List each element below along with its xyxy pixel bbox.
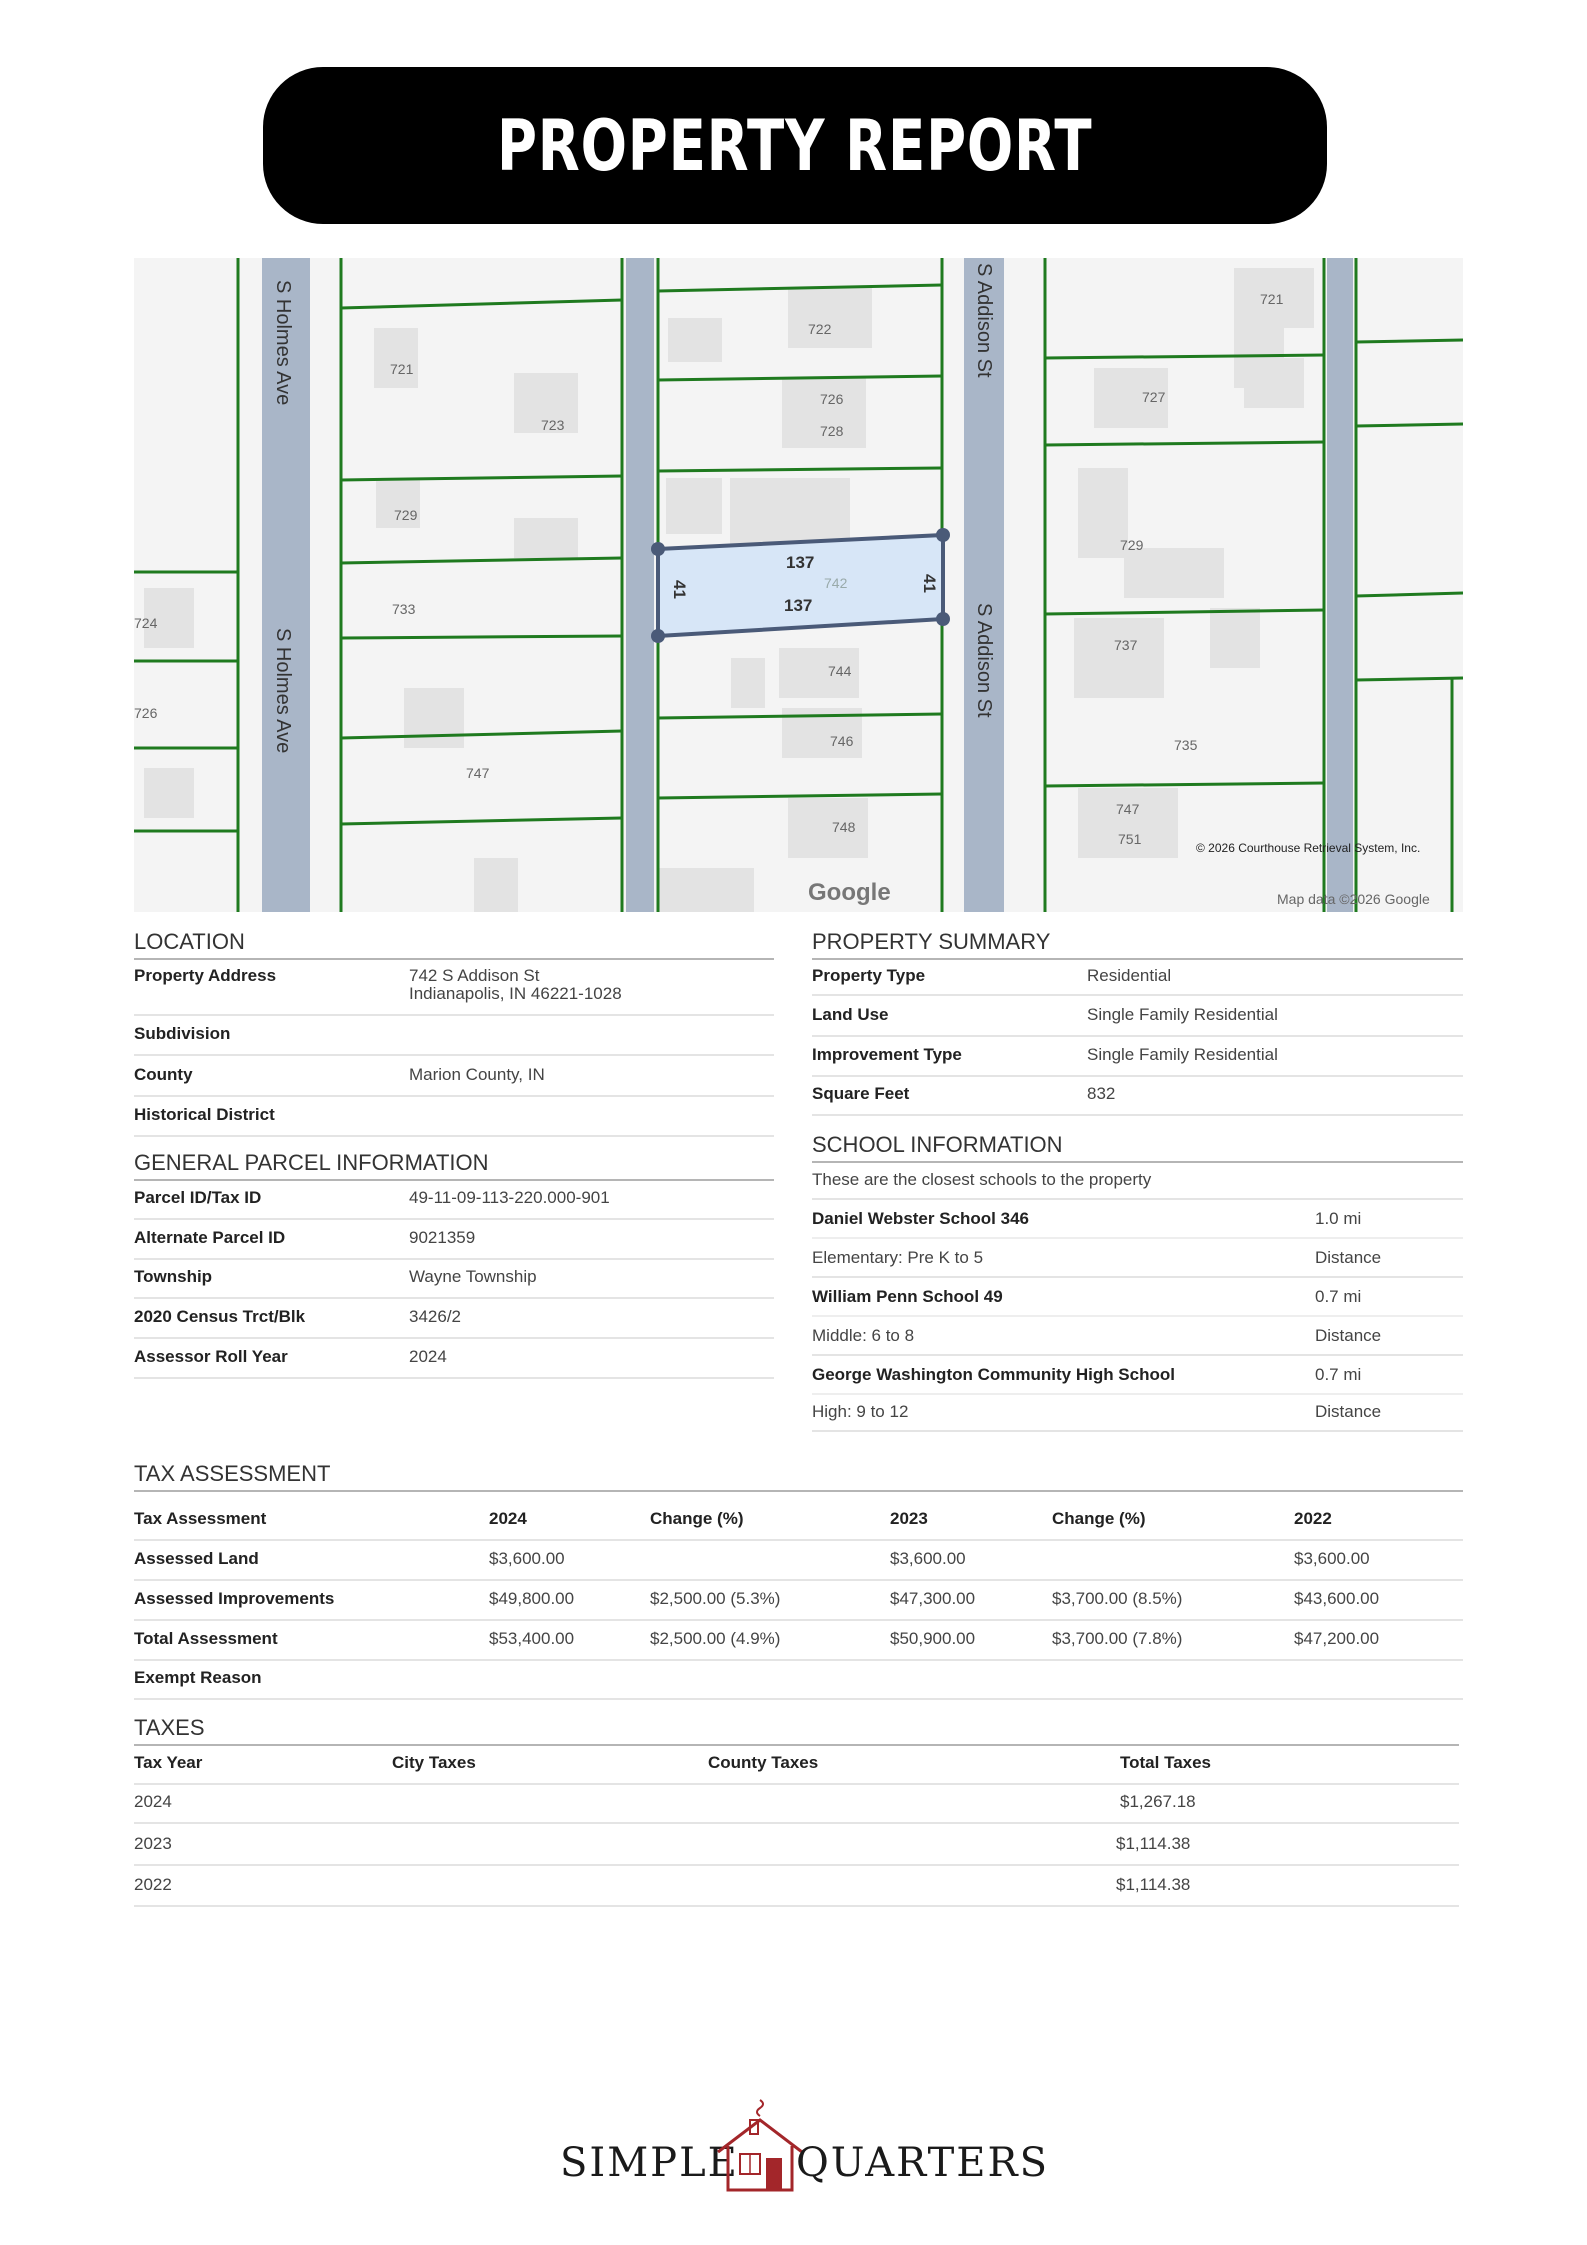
school-level-row bbox=[812, 1248, 1463, 1278]
map-canvas bbox=[134, 258, 1463, 912]
svg-text:728: 728 bbox=[820, 423, 844, 439]
location-row-county bbox=[134, 1065, 774, 1097]
location-row-address bbox=[134, 966, 774, 1016]
field-value: Single Family Residential bbox=[1087, 1045, 1278, 1064]
map-data-credit: Map data ©2026 Google bbox=[1277, 891, 1430, 907]
parcel-title: GENERAL PARCEL INFORMATION bbox=[134, 1150, 774, 1181]
svg-text:742: 742 bbox=[824, 575, 848, 591]
svg-text:721: 721 bbox=[1260, 291, 1284, 307]
school-level-row bbox=[812, 1326, 1463, 1356]
field-label: Square Feet bbox=[812, 1084, 910, 1103]
school-distance: 0.7 mi bbox=[1315, 1287, 1362, 1306]
field-value: 832 bbox=[1087, 1084, 1116, 1103]
svg-text:748: 748 bbox=[832, 819, 856, 835]
field-value: 9021359 bbox=[409, 1228, 476, 1247]
parcel-map[interactable] bbox=[134, 258, 1463, 912]
field-value: Wayne Township bbox=[409, 1267, 537, 1286]
address-line2: Indianapolis, IN 46221-1028 bbox=[409, 984, 622, 1003]
svg-text:721: 721 bbox=[390, 361, 414, 377]
field-value: 2024 bbox=[409, 1347, 447, 1366]
summary-row bbox=[812, 1045, 1463, 1077]
parcel-row bbox=[134, 1307, 774, 1339]
school-name: George Washington Community High School bbox=[812, 1365, 1175, 1384]
field-value: Single Family Residential bbox=[1087, 1005, 1278, 1024]
logo-text-right: QUARTERS bbox=[796, 2140, 1049, 2186]
school-name-row bbox=[812, 1287, 1463, 1317]
svg-text:751: 751 bbox=[1118, 831, 1142, 847]
field-label: Subdivision bbox=[134, 1024, 231, 1043]
report-title: PROPERTY REPORT bbox=[497, 104, 1093, 187]
field-label: Property Address bbox=[134, 966, 277, 985]
tax-assessment-row: Assessed Land $3,600.00 $3,600.00 $3,600.00 bbox=[134, 1549, 1463, 1581]
address-line1: 742 S Addison St bbox=[409, 966, 540, 985]
tax-assessment-title: TAX ASSESSMENT bbox=[134, 1461, 1463, 1492]
street-label-holmes-top: S Holmes Ave bbox=[272, 280, 294, 406]
dimension-left: 41 bbox=[670, 580, 689, 599]
dimension-bottom: 137 bbox=[784, 596, 813, 615]
location-title: LOCATION bbox=[134, 929, 774, 960]
svg-text:729: 729 bbox=[1120, 537, 1144, 553]
taxes-title: TAXES bbox=[134, 1715, 1459, 1746]
summary-row bbox=[812, 1084, 1463, 1116]
field-value: 49-11-09-113-220.000-901 bbox=[409, 1188, 610, 1207]
map-copyright: © 2026 Courthouse Retrieval System, Inc. bbox=[1196, 841, 1421, 855]
svg-text:726: 726 bbox=[820, 391, 844, 407]
parcel-row bbox=[134, 1228, 774, 1260]
distance-label: Distance bbox=[1315, 1326, 1382, 1345]
svg-text:746: 746 bbox=[830, 733, 854, 749]
school-distance: 1.0 mi bbox=[1315, 1209, 1362, 1228]
field-label: Improvement Type bbox=[812, 1045, 962, 1064]
location-row-historical bbox=[134, 1105, 774, 1137]
field-label: Property Type bbox=[812, 966, 926, 985]
intro-text: These are the closest schools to the property bbox=[812, 1170, 1152, 1189]
street-label-holmes-bottom: S Holmes Ave bbox=[272, 628, 294, 754]
taxes-row: 2024 $1,267.18 bbox=[134, 1792, 1459, 1824]
svg-text:727: 727 bbox=[1142, 389, 1166, 405]
svg-text:724: 724 bbox=[134, 615, 158, 631]
svg-text:737: 737 bbox=[1114, 637, 1138, 653]
taxes-header: Tax Year City Taxes County Taxes Total Taxes bbox=[134, 1753, 1459, 1785]
svg-text:726: 726 bbox=[134, 705, 158, 721]
distance-label: Distance bbox=[1315, 1248, 1382, 1267]
school-name: Daniel Webster School 346 bbox=[812, 1209, 1029, 1228]
school-level: High: 9 to 12 bbox=[812, 1402, 909, 1421]
field-label: County bbox=[134, 1065, 193, 1084]
svg-text:747: 747 bbox=[1116, 801, 1140, 817]
field-label: Historical District bbox=[134, 1105, 275, 1124]
field-value: Residential bbox=[1087, 966, 1172, 985]
field-value: 3426/2 bbox=[409, 1307, 461, 1326]
taxes-row: 2022 $1,114.38 bbox=[134, 1875, 1459, 1907]
tax-assessment-header: Tax Assessment 2024 Change (%) 2023 Change (%) 2022 bbox=[134, 1509, 1463, 1541]
field-label: 2020 Census Trct/Blk bbox=[134, 1307, 306, 1326]
simple-quarters-logo bbox=[560, 2096, 1049, 2196]
logo-text-left: SIMPLE bbox=[560, 2140, 739, 2186]
house-icon bbox=[710, 2096, 810, 2196]
school-name: William Penn School 49 bbox=[812, 1287, 1003, 1306]
school-distance: 0.7 mi bbox=[1315, 1365, 1362, 1384]
taxes-row: 2023 $1,114.38 bbox=[134, 1834, 1459, 1866]
dimension-right: 41 bbox=[920, 574, 939, 593]
summary-row bbox=[812, 966, 1463, 996]
svg-text:729: 729 bbox=[394, 507, 418, 523]
svg-text:735: 735 bbox=[1174, 737, 1198, 753]
field-value: Marion County, IN bbox=[409, 1065, 545, 1084]
parcel-row bbox=[134, 1347, 774, 1379]
dimension-top: 137 bbox=[786, 553, 815, 572]
schools-title: SCHOOL INFORMATION bbox=[812, 1132, 1463, 1163]
svg-text:723: 723 bbox=[541, 417, 565, 433]
schools-intro bbox=[812, 1170, 1463, 1200]
svg-text:744: 744 bbox=[828, 663, 852, 679]
school-level: Elementary: Pre K to 5 bbox=[812, 1248, 984, 1267]
tax-assessment-row: Total Assessment $53,400.00 $2,500.00 (4.9%) $50,900.00 $3,700.00 (7.8%) $47,200.00 bbox=[134, 1629, 1463, 1661]
svg-text:733: 733 bbox=[392, 601, 416, 617]
school-level-row bbox=[812, 1402, 1463, 1432]
summary-title: PROPERTY SUMMARY bbox=[812, 929, 1463, 960]
google-logo: Google bbox=[808, 879, 891, 906]
tax-assessment-row: Exempt Reason bbox=[134, 1668, 1463, 1700]
road-alley-1 bbox=[626, 258, 654, 912]
location-row-subdivision bbox=[134, 1024, 774, 1056]
parcel-row bbox=[134, 1267, 774, 1299]
field-label: Assessor Roll Year bbox=[134, 1347, 288, 1366]
svg-text:747: 747 bbox=[466, 765, 490, 781]
school-level: Middle: 6 to 8 bbox=[812, 1326, 915, 1345]
road-alley-2 bbox=[1327, 258, 1353, 912]
school-name-row bbox=[812, 1365, 1463, 1395]
svg-text:722: 722 bbox=[808, 321, 832, 337]
summary-row bbox=[812, 1005, 1463, 1037]
field-label: Parcel ID/Tax ID bbox=[134, 1188, 262, 1207]
school-name-row bbox=[812, 1209, 1463, 1239]
parcel-row bbox=[134, 1188, 774, 1220]
field-label: Township bbox=[134, 1267, 213, 1286]
field-label: Land Use bbox=[812, 1005, 889, 1024]
street-label-addison-bottom: S Addison St bbox=[973, 603, 995, 718]
subject-parcel bbox=[658, 535, 943, 636]
field-label: Alternate Parcel ID bbox=[134, 1228, 286, 1247]
distance-label: Distance bbox=[1315, 1402, 1382, 1421]
tax-assessment-row: Assessed Improvements $49,800.00 $2,500.00 (5.3%) $47,300.00 $3,700.00 (8.5%) $43,600.00 bbox=[134, 1589, 1463, 1621]
street-label-addison-top: S Addison St bbox=[973, 263, 995, 378]
report-banner bbox=[263, 67, 1327, 224]
